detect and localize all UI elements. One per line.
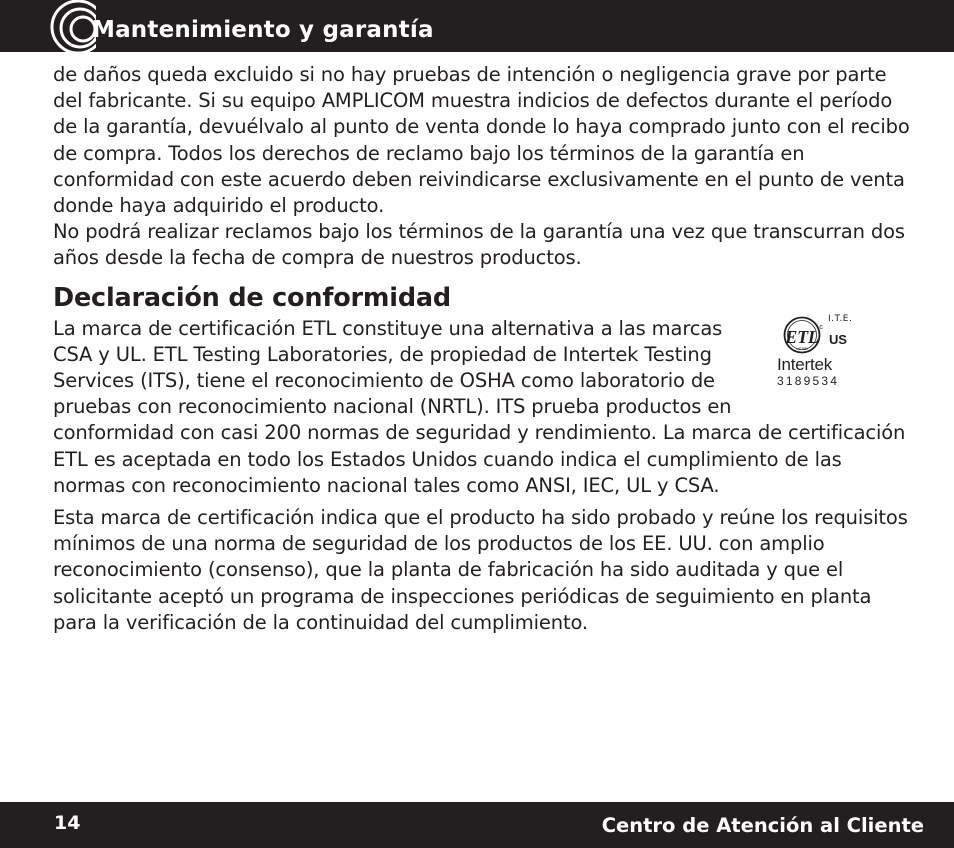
header-title: Mantenimiento y garantía xyxy=(92,17,434,43)
certification-number: 3189534 xyxy=(777,373,840,388)
page-header xyxy=(0,0,954,52)
page-number: 14 xyxy=(54,812,81,834)
intertek-label: Intertek xyxy=(777,354,833,374)
footer-label: Centro de Atención al Cliente xyxy=(601,814,924,837)
section-title: Declaración de conformidad xyxy=(53,282,451,313)
etl-letters: ETL xyxy=(785,326,819,347)
warranty-paragraph-2: No podrá realizar reclamos bajo los términos de la garantía una vez que transcurran dos años desde la fecha de compra de nuestros productos. xyxy=(53,220,905,270)
etl-certification-logo xyxy=(777,313,865,400)
warranty-paragraph-1: de daños queda excluido si no hay pruebas de intención o negligencia grave por parte del fabricante. Si su equipo AMPLICOM muestra indicios de defectos durante el período de la garantía, devuélvalo al punto de venta donde lo haya comprado junto con el recibo de compra. Todos los derechos de reclamo bajo los términos de la garantía en conformidad con este acuerdo deben reivindicarse exclusivamente en el punto de venta donde haya adquirido el producto. xyxy=(53,63,910,218)
page-content xyxy=(53,62,913,636)
ite-label: I.T.E. xyxy=(828,313,853,324)
conformity-paragraph-1: La marca de certificación ETL constituye una alternativa a las marcas CSA y UL. ETL Testing Laboratories, de propiedad de Intertek Testing Services (ITS), tiene el reconocimiento de OSHA como laboratorio de pruebas con reconocimiento nacional (NRTL). ITS prueba productos en conformidad con casi 200 normas de seguridad y rendimiento. La marca de certificación ETL es aceptada en todo los Estados Unidos cuando indica el cumplimiento de las normas con reconocimiento nacional tales como ANSI, IEC, UL y CSA. xyxy=(53,316,906,497)
page-footer xyxy=(0,802,954,848)
c-mark: c xyxy=(819,323,823,331)
us-label: US xyxy=(829,331,847,347)
listed-text: LISTED xyxy=(796,346,808,351)
etl-listed-mark-icon xyxy=(780,316,830,358)
concentric-rings-icon xyxy=(50,0,96,52)
conformity-paragraph-2: Esta marca de certificación indica que el producto ha sido probado y reúne los requisitos mínimos de una norma de seguridad de los productos de los EE. UU. con amplio reconocimiento (consenso), que la planta de fabricación ha sido auditada y que el solicitante aceptó un programa de inspecciones periódicas de seguimiento en planta para la verificación de la continuidad del cumplimiento. xyxy=(53,506,908,634)
